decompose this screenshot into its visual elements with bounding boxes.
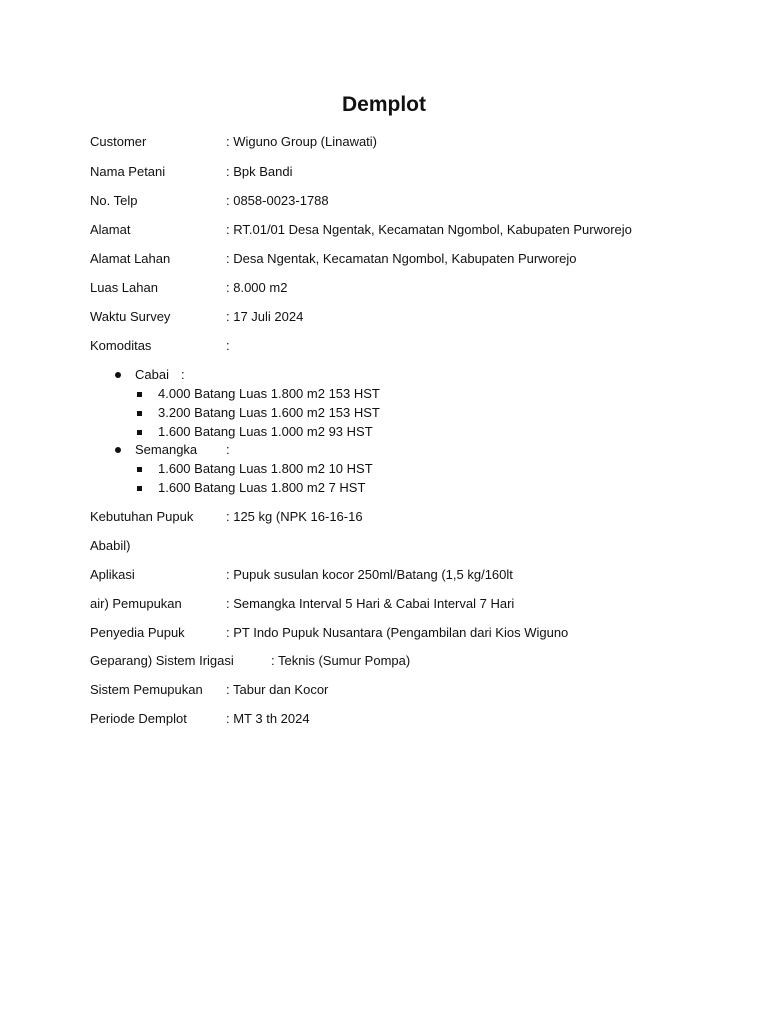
field-value: : Wiguno Group (Linawati) <box>226 134 378 149</box>
list-item <box>158 404 380 422</box>
field-value: : 8.000 m2 <box>226 280 288 295</box>
list-item <box>158 423 373 441</box>
field-label: Aplikasi <box>90 567 135 582</box>
bullet-square-icon <box>137 411 142 416</box>
field-label: Komoditas <box>90 338 152 353</box>
list-item <box>158 460 373 478</box>
field-label: Nama Petani <box>90 164 166 179</box>
komoditas-name: Semangka <box>135 442 198 457</box>
komoditas-item-semangka <box>135 441 230 459</box>
field-value: : Bpk Bandi <box>226 164 293 179</box>
field-label: Kebutuhan Pupuk <box>90 509 194 524</box>
list-item-text: 3.200 Batang Luas 1.600 m2 153 HST <box>158 405 380 420</box>
field-value: : PT Indo Pupuk Nusantara (Pengambilan dari Kios Wiguno <box>226 625 569 640</box>
field-value: : MT 3 th 2024 <box>226 711 310 726</box>
field-label: air) Pemupukan <box>90 596 182 611</box>
field-value: : <box>226 338 230 353</box>
komoditas-colon: : <box>181 367 185 382</box>
list-item <box>158 479 365 497</box>
list-item-text: 4.000 Batang Luas 1.800 m2 153 HST <box>158 386 380 401</box>
list-item <box>158 385 380 403</box>
document-title: Demplot <box>342 93 426 116</box>
field-label: Alamat <box>90 222 131 237</box>
field-label: Sistem Pemupukan <box>90 682 203 697</box>
bullet-dot-icon <box>115 372 121 378</box>
field-value: : 125 kg (NPK 16-16-16 <box>226 509 363 524</box>
field-label: Penyedia Pupuk <box>90 625 185 640</box>
bullet-square-icon <box>137 467 142 472</box>
bullet-square-icon <box>137 486 142 491</box>
field-label: Periode Demplot <box>90 711 187 726</box>
field-value: : Desa Ngentak, Kecamatan Ngombol, Kabupaten Purworejo <box>226 251 577 266</box>
field-value: : Semangka Interval 5 Hari & Cabai Interval 7 Hari <box>226 596 515 611</box>
komoditas-colon: : <box>226 442 230 457</box>
bullet-dot-icon <box>115 447 121 453</box>
field-label: Ababil) <box>90 538 131 553</box>
bullet-square-icon <box>137 392 142 397</box>
field-label: Geparang) Sistem Irigasi <box>90 653 234 668</box>
field-label: Waktu Survey <box>90 309 171 324</box>
list-item-text: 1.600 Batang Luas 1.000 m2 93 HST <box>158 424 373 439</box>
field-label: Alamat Lahan <box>90 251 171 266</box>
komoditas-item-cabai <box>135 366 185 384</box>
list-item-text: 1.600 Batang Luas 1.800 m2 10 HST <box>158 461 373 476</box>
list-item-text: 1.600 Batang Luas 1.800 m2 7 HST <box>158 480 366 495</box>
komoditas-name: Cabai <box>135 367 169 382</box>
field-label: Customer <box>90 134 147 149</box>
field-value: : Pupuk susulan kocor 250ml/Batang (1,5 kg/160lt <box>226 567 513 582</box>
field-value: : Tabur dan Kocor <box>226 682 329 697</box>
bullet-square-icon <box>137 430 142 435</box>
field-value: : 0858-0023-1788 <box>226 193 329 208</box>
field-value: : Teknis (Sumur Pompa) <box>271 653 411 668</box>
field-label: Luas Lahan <box>90 280 158 295</box>
field-label: No. Telp <box>90 193 138 208</box>
field-value: : RT.01/01 Desa Ngentak, Kecamatan Ngombol, Kabupaten Purworejo <box>226 222 632 237</box>
field-value: : 17 Juli 2024 <box>226 309 304 324</box>
